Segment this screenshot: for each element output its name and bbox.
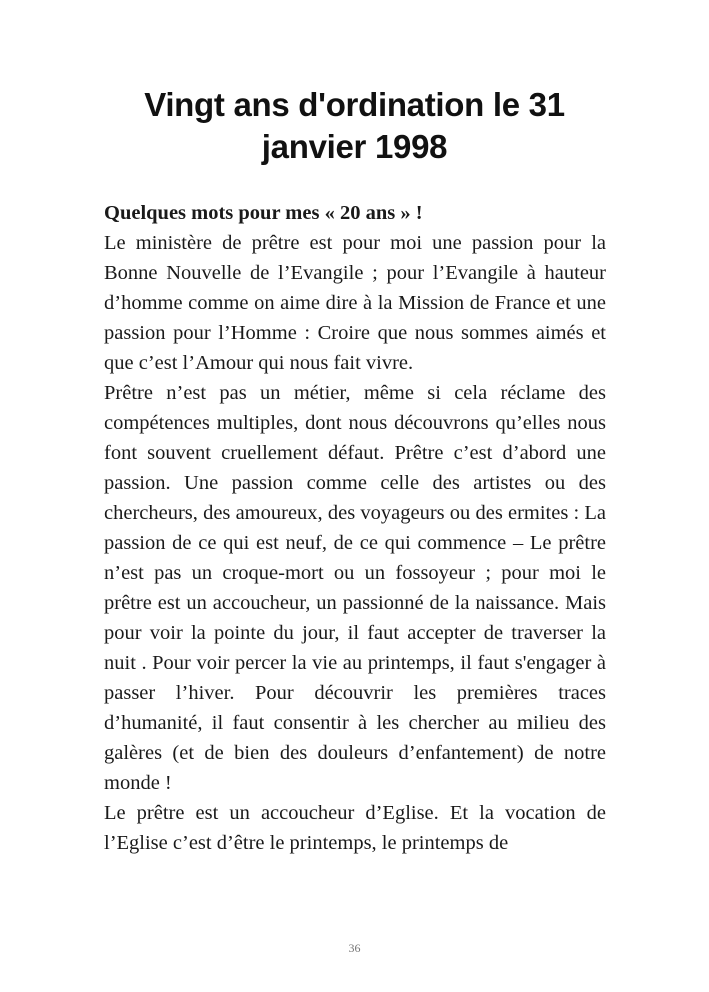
subheading: Quelques mots pour mes « 20 ans » ! (104, 202, 423, 224)
paragraph-3: Le prêtre est un accoucheur d’Eglise. Et la vocation de l’Eglise c’est d’être le printemps, le printemps de (104, 802, 606, 854)
body-text (104, 198, 606, 858)
paragraph-2: Prêtre n’est pas un métier, même si cela réclame des compétences multiples, dont nous découvrons qu’elles nous font souvent cruellement défaut. Prêtre c’est d’abord une passion. Une passion comme celle des artistes ou des chercheurs, des amoureux, des voyageurs ou des ermites : La passion de ce qui est neuf, de ce qui commence – Le prêtre n’est pas un croque-mort ou un fossoyeur ; pour moi le prêtre est un accoucheur, un passionné de la naissance. Mais pour voir la pointe du jour, il faut accepter de traverser la nuit . Pour voir percer la vie au printemps, il faut s'engager à passer l’hiver. Pour découvrir les premières traces d’humanité, il faut consentir à les chercher au milieu des galères (et de bien des douleurs d’enfantement) de notre monde ! (104, 382, 606, 794)
page-number: 36 (348, 941, 361, 955)
paragraph-1: Le ministère de prêtre est pour moi une passion pour la Bonne Nouvelle de l’Evangile ; pour l’Evangile à hauteur d’homme comme on aime dire à la Mission de France et une passion pour l’Homme : Croire que nous sommes aimés et que c’est l’Amour qui nous fait vivre. (104, 232, 606, 374)
page-title: Vingt ans d'ordination le 31 janvier 1998 (144, 86, 565, 165)
